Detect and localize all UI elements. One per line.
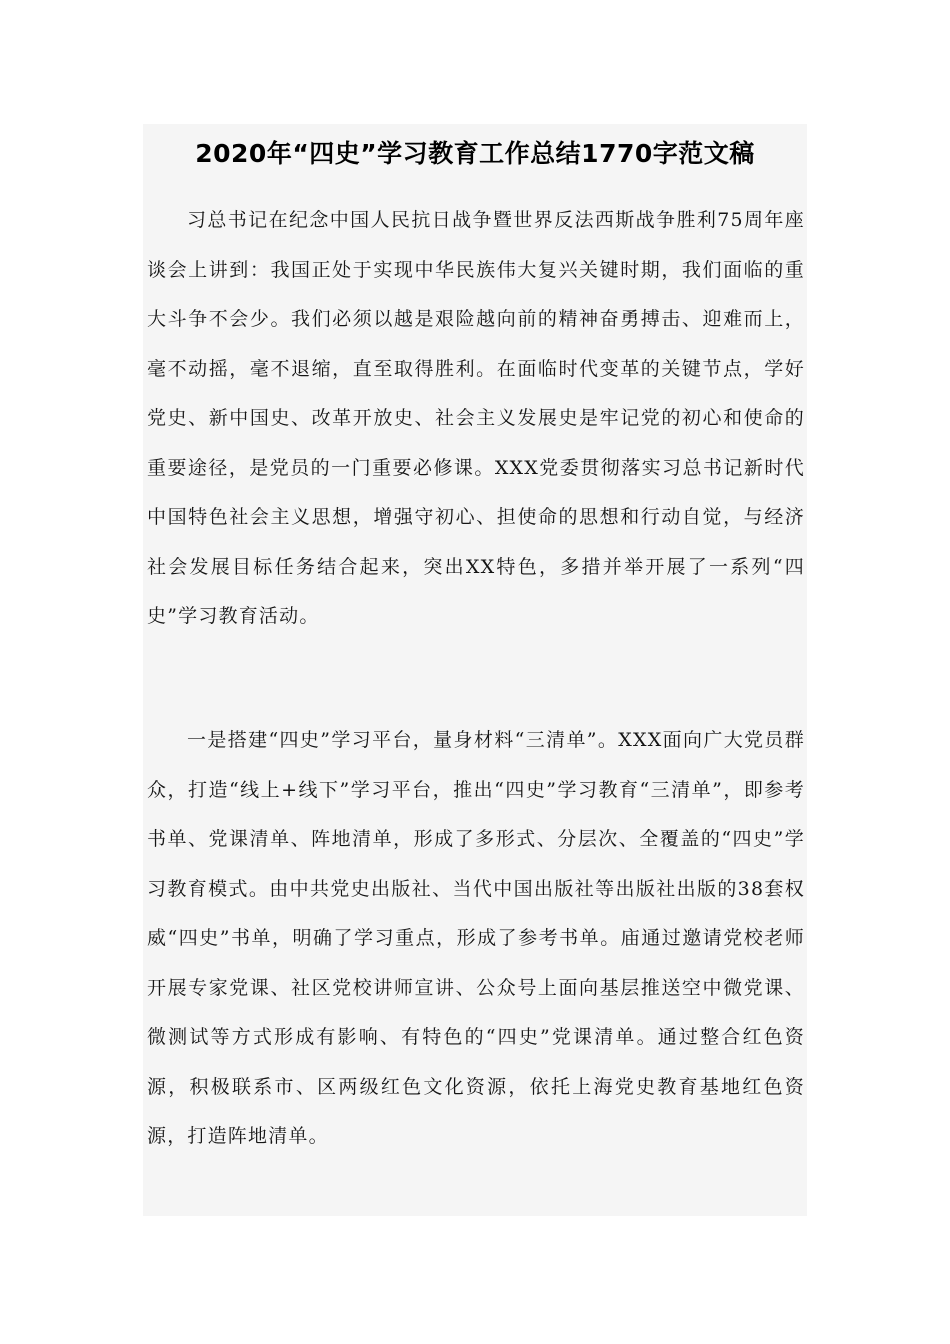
document-title: 2020年“四史”学习教育工作总结1770字范文稿: [195, 139, 755, 168]
paragraph-section-one: 一是搭建“四史”学习平台，量身材料“三清单”。XXX面向广大党员群众，打造“线上+线下”学习平台，推出“四史”学习教育“三清单”，即参考书单、党课清单、阵地清单，形成了多形式、分层次、全覆盖的“四史”学习教育模式。由中共党史出版社、当代中国出版社等出版社出版的38套权威“四史”书单，明确了学习重点，形成了参考书单。庙通过邀请党校老师开展专家党课、社区党校讲师宣讲、公众号上面向基层推送空中微党课、微测试等方式形成有影响、有特色的“四史”党课清单。通过整合红色资源，积极联系市、区两级红色文化资源，依托上海党史教育基地红色资源，打造阵地清单。: [147, 729, 805, 1147]
paragraph-intro: 习总书记在纪念中国人民抗日战争暨世界反法西斯战争胜利75周年座谈会上讲到：我国正处于实现中华民族伟大复兴关键时期，我们面临的重大斗争不会少。我们必须以越是艰险越向前的精神奋勇搏击、迎难而上，毫不动摇，毫不退缩，直至取得胜利。在面临时代变革的关键节点，学好党史、新中国史、改革开放史、社会主义发展史是牢记党的初心和使命的重要途径，是党员的一门重要必修课。XXX党委贯彻落实习总书记新时代中国特色社会主义思想，增强守初心、担使命的思想和行动自觉，与经济社会发展目标任务结合起来，突出XX特色，多措并举开展了一系列“四史”学习教育活动。: [147, 209, 805, 627]
